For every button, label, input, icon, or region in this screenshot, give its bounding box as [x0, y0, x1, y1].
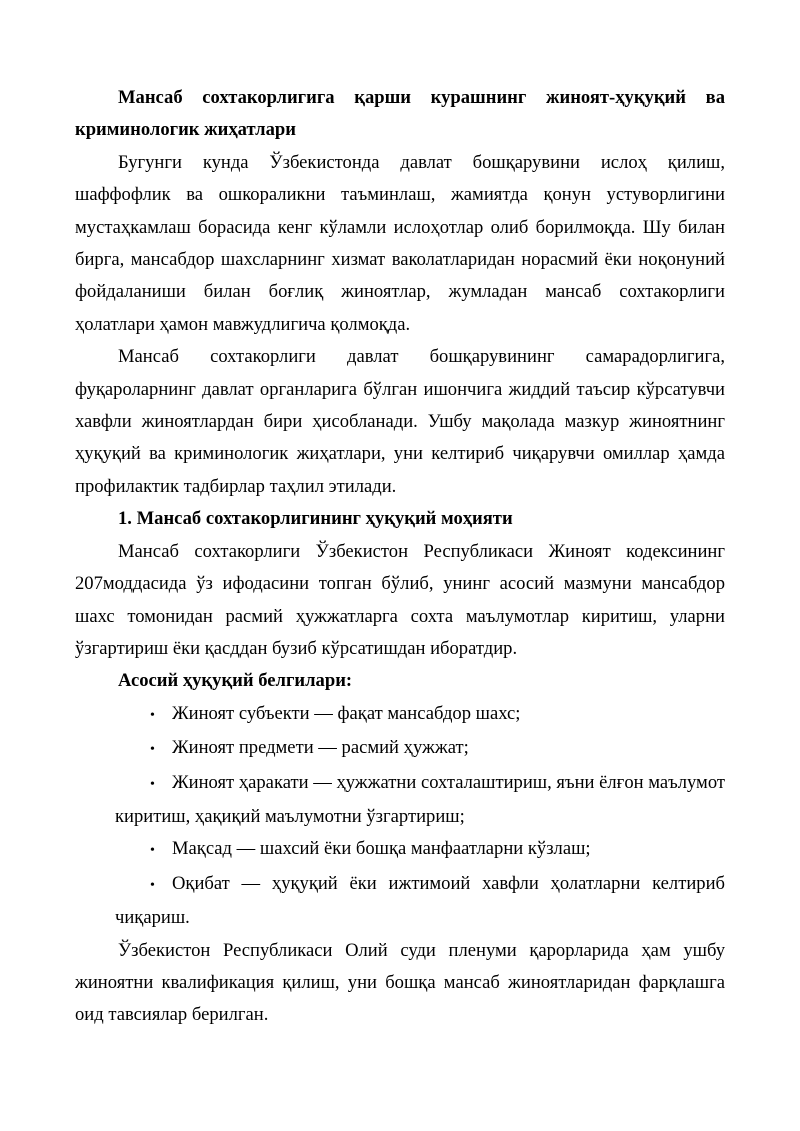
bullet-icon: • [150, 877, 155, 893]
section-1-paragraph: Мансаб сохтакорлиги Ўзбекистон Республикаси Жиноят кодексининг 207моддасида ўз ифодасини топган бўлиб, унинг асосий мазмуни мансабдор шахс томонидан расмий ҳужжатларга сохта маълумотлар киритиш, уларни ўзгартириш ёки қасддан бузиб кўрсатишдан иборатдир. [75, 540, 725, 659]
closing-paragraph: Ўзбекистон Республикаси Олий суди пленуми қарорларида ҳам ушбу жиноятни квалификация қилиш, уни бошқа мансаб жиноятларидан фарқлашга оид тавсиялар берилган. [75, 939, 725, 1026]
document-title: Мансаб сохтакорлигига қарши курашнинг жиноят-ҳуқуқий ва криминологик жиҳатлари [75, 87, 725, 141]
list-item [115, 767, 725, 834]
list-item-text: Жиноят субъекти — фақат мансабдор шахс; [172, 702, 521, 724]
bullet-icon: • [150, 843, 155, 859]
bullet-icon: • [150, 742, 155, 758]
list-item [115, 868, 725, 935]
document-body [75, 82, 725, 1032]
bullet-icon: • [150, 776, 155, 792]
list-item-text: Жиноят предмети — расмий ҳужжат; [172, 737, 469, 759]
features-heading: Асосий ҳуқуқий белгилари: [118, 670, 353, 692]
intro-paragraph-2: Мансаб сохтакорлиги давлат бошқарувининг самарадорлигига, фуқароларнинг давлат органларига бўлган ишончига жиддий таъсир кўрсатувчи хавфли жиноятлардан бири ҳисобланади. Ушбу мақолада мазкур жиноятнинг ҳуқуқий ва криминологик жиҳатлари, уни келтириб чиқарувчи омиллар ҳамда профилактик тадбирлар таҳлил этилади. [75, 346, 725, 497]
list-item [115, 732, 725, 766]
section-1-heading: 1. Мансаб сохтакорлигининг ҳуқуқий моҳияти [118, 508, 513, 530]
list-item-text: Жиноят ҳаракати — ҳужжатни сохталаштириш, яъни ёлғон маълумот киритиш, ҳақиқий маълумотни ўзгартириш; [115, 771, 725, 827]
list-item [115, 833, 725, 867]
intro-paragraph-1: Бугунги кунда Ўзбекистонда давлат бошқарувини ислоҳ қилиш, шаффофлик ва ошкораликни таъминлаш, жамиятда қонун устуворлигини мустаҳкамлаш борасида кенг кўламли ислоҳотлар олиб борилмоқда. Шу билан бирга, мансабдор шахсларнинг хизмат ваколатларидан норасмий ёки ноқонуний фойдаланиши билан боғлиқ жиноятлар, жумладан мансаб сохтакорлиги ҳолатлари ҳамон мавжудлигича қолмоқда. [75, 151, 725, 335]
list-item [115, 698, 725, 732]
features-list [75, 698, 725, 935]
list-item-text: Оқибат — ҳуқуқий ёки ижтимоий хавфли ҳолатларни келтириб чиқариш. [115, 872, 725, 929]
bullet-icon: • [150, 707, 155, 723]
list-item-text: Мақсад — шахсий ёки бошқа манфаатларни кўзлаш; [172, 838, 591, 860]
